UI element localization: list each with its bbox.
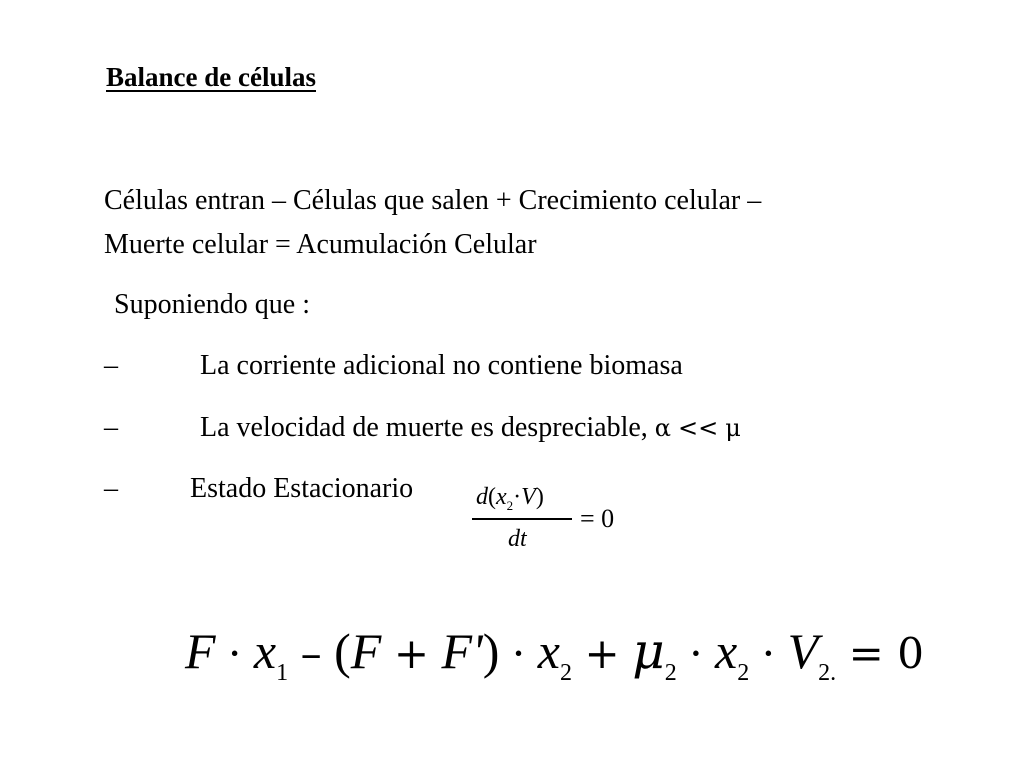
bullet-text: La velocidad de muerte es despreciable, [200, 412, 655, 443]
num-V: V [521, 484, 536, 510]
eq-open-paren: ( [334, 623, 351, 679]
bullet-dash: – [104, 350, 118, 381]
bullet-dash: – [104, 473, 118, 504]
eq-mu: μ [632, 622, 665, 680]
num-close-paren: ) [535, 484, 544, 510]
cell-balance-equation [185, 622, 924, 686]
eq-x1: x [253, 623, 277, 679]
num-x-subscript: 2 [506, 498, 514, 513]
eq-mu-subscript: 2 [664, 660, 677, 686]
assumption-intro: Suponiendo que : [114, 289, 310, 320]
eq-close-paren: ) [482, 623, 500, 679]
fraction-bar [472, 518, 572, 520]
derivative-equals-zero: = 0 [580, 504, 615, 533]
eq-x2: x [537, 623, 560, 679]
eq-minus: – [300, 629, 322, 678]
eq-equals-zero: = 0 [848, 629, 924, 678]
eq-F: F [185, 623, 216, 679]
eq-dot: · [761, 629, 776, 678]
bullet-dash: – [104, 412, 118, 443]
eq-x2-subscript: 2 [559, 660, 572, 686]
eq-dot: · [511, 629, 526, 678]
balance-statement-line-2: Muerte celular = Acumulación Celular [104, 229, 537, 260]
fraction-denominator: dt [508, 526, 527, 552]
eq-plus: + [393, 629, 430, 678]
much-less-than-symbol: << [678, 414, 719, 442]
eq-plus: + [584, 629, 620, 678]
eq-x2: x [715, 623, 738, 679]
derivative-fraction [470, 478, 572, 558]
eq-dot: · [228, 629, 242, 678]
eq-V-subscript: 2. [818, 660, 837, 686]
eq-dot: · [689, 629, 703, 678]
num-dot: · [513, 484, 522, 510]
eq-V: V [787, 623, 819, 679]
bullet-text-steady-state: Estado Estacionario [190, 473, 414, 504]
alpha-symbol: α [654, 414, 671, 442]
slide-title: Balance de células [106, 62, 316, 92]
bullet-text-no-biomass: La corriente adicional no contiene biomasa [200, 350, 683, 381]
bullet-text-death-rate [200, 414, 741, 442]
fraction-numerator [476, 484, 544, 511]
balance-statement-line-1: Células entran – Células que salen + Crecimiento celular – [104, 185, 762, 216]
num-d: d [476, 484, 488, 510]
num-open-paren: ( [488, 484, 496, 510]
eq-x2-subscript: 2 [737, 660, 750, 686]
eq-F-inner: F [350, 623, 382, 679]
mu-symbol: μ [725, 414, 741, 442]
eq-F-prime: F' [441, 623, 483, 679]
eq-x1-subscript: 1 [276, 660, 289, 686]
num-x: x [496, 484, 507, 510]
